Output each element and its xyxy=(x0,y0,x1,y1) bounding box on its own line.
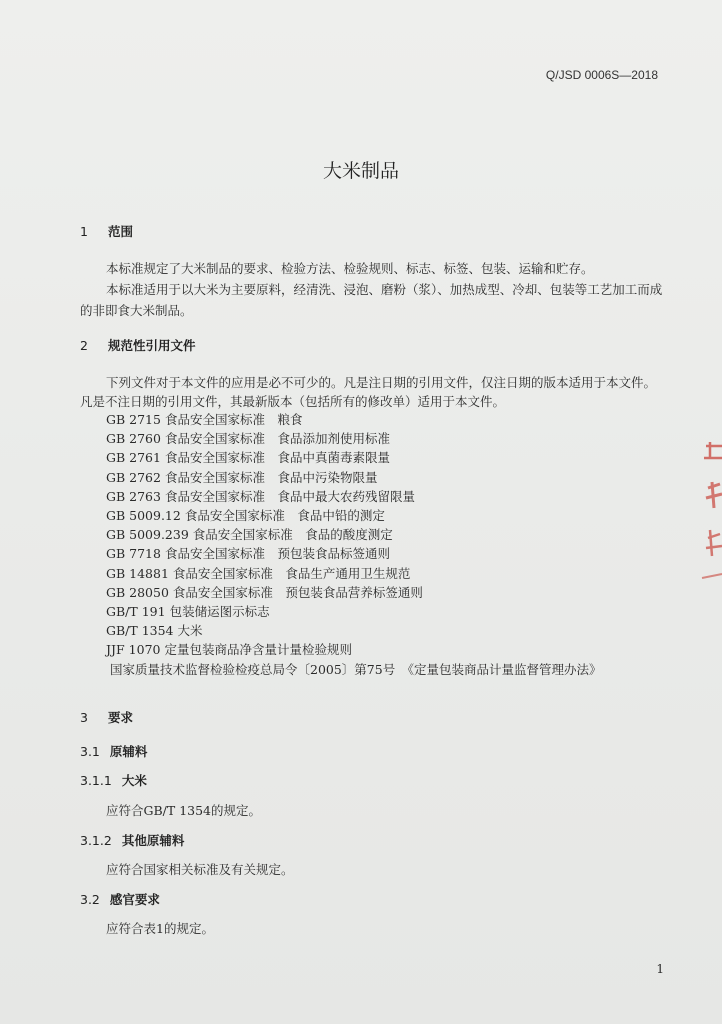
section-1-para-1: 本标准规定了大米制品的要求、检验方法、检验规则、标志、标签、包装、运输和贮存。 xyxy=(106,261,594,276)
section-1-number: 1 xyxy=(80,224,88,239)
reference-item: GB 7718 食品安全国家标准 预包装食品标签通则 xyxy=(106,546,390,562)
section-1-title: 范围 xyxy=(108,224,134,239)
reference-item: GB 5009.12 食品安全国家标准 食品中铅的测定 xyxy=(106,508,385,524)
section-3-1-1-heading: 3.1.1 大米 xyxy=(80,773,147,788)
section-2-intro: 下列文件对于本文件的应用是必不可少的。凡是注日期的引用文件，仅注日期的版本适用于本文件。凡是不注日期的引用文件，其最新版本（包括所有的修改单）适用于本文件。 xyxy=(80,375,657,409)
reference-item: 国家质量技术监督检验检疫总局令〔2005〕第75号 《定量包装商品计量监督管理办法》 xyxy=(110,661,602,677)
reference-item: JJF 1070 定量包装商品净含量计量检验规则 xyxy=(106,642,352,658)
reference-item: GB 2763 食品安全国家标准 食品中最大农药残留限量 xyxy=(106,488,415,504)
section-3-1-2-text: 应符合国家相关标准及有关规定。 xyxy=(106,862,294,877)
reference-item: GB 2715 食品安全国家标准 粮食 xyxy=(106,412,303,427)
reference-item: GB 5009.239 食品安全国家标准 食品的酸度测定 xyxy=(106,527,393,543)
reference-item: GB 2761 食品安全国家标准 食品中真菌毒素限量 xyxy=(106,450,390,466)
section-3-1-2-heading: 3.1.2 其他原辅料 xyxy=(80,833,185,848)
document-title: 大米制品 xyxy=(322,160,399,182)
red-seal-stamp xyxy=(700,438,722,588)
section-2-heading xyxy=(80,336,196,354)
reference-list xyxy=(106,410,601,679)
section-1-heading xyxy=(80,222,133,240)
section-3-2-text: 应符合表1的规定。 xyxy=(106,921,214,936)
reference-item: GB/T 191 包装储运图示标志 xyxy=(106,604,270,620)
section-3-2-heading: 3.2 感官要求 xyxy=(80,892,160,907)
section-2-number: 2 xyxy=(80,338,88,353)
page-number: 1 xyxy=(656,962,664,976)
reference-item: GB 28050 食品安全国家标准 预包装食品营养标签通则 xyxy=(106,584,423,600)
section-1-para-2: 本标准适用于以大米为主要原料，经清洗、浸泡、磨粉（浆）、加热成型、冷却、包装等工艺加工而成的非即食大米制品。 xyxy=(80,282,663,318)
section-3-number: 3 xyxy=(80,710,88,725)
section-2-title: 规范性引用文件 xyxy=(108,338,196,353)
section-3-1-heading: 3.1 原辅料 xyxy=(80,744,148,759)
document-id: Q/JSD 0006S—2018 xyxy=(545,68,658,82)
section-3-1-1-text: 应符合GB/T 1354的规定。 xyxy=(106,803,262,818)
reference-item: GB 2760 食品安全国家标准 食品添加剂使用标准 xyxy=(106,431,390,447)
reference-item: GB 14881 食品安全国家标准 食品生产通用卫生规范 xyxy=(106,565,411,581)
reference-item: GB/T 1354 大米 xyxy=(106,623,203,639)
section-3-heading xyxy=(80,708,133,726)
section-3-title: 要求 xyxy=(108,710,134,725)
reference-item: GB 2762 食品安全国家标准 食品中污染物限量 xyxy=(106,469,378,485)
